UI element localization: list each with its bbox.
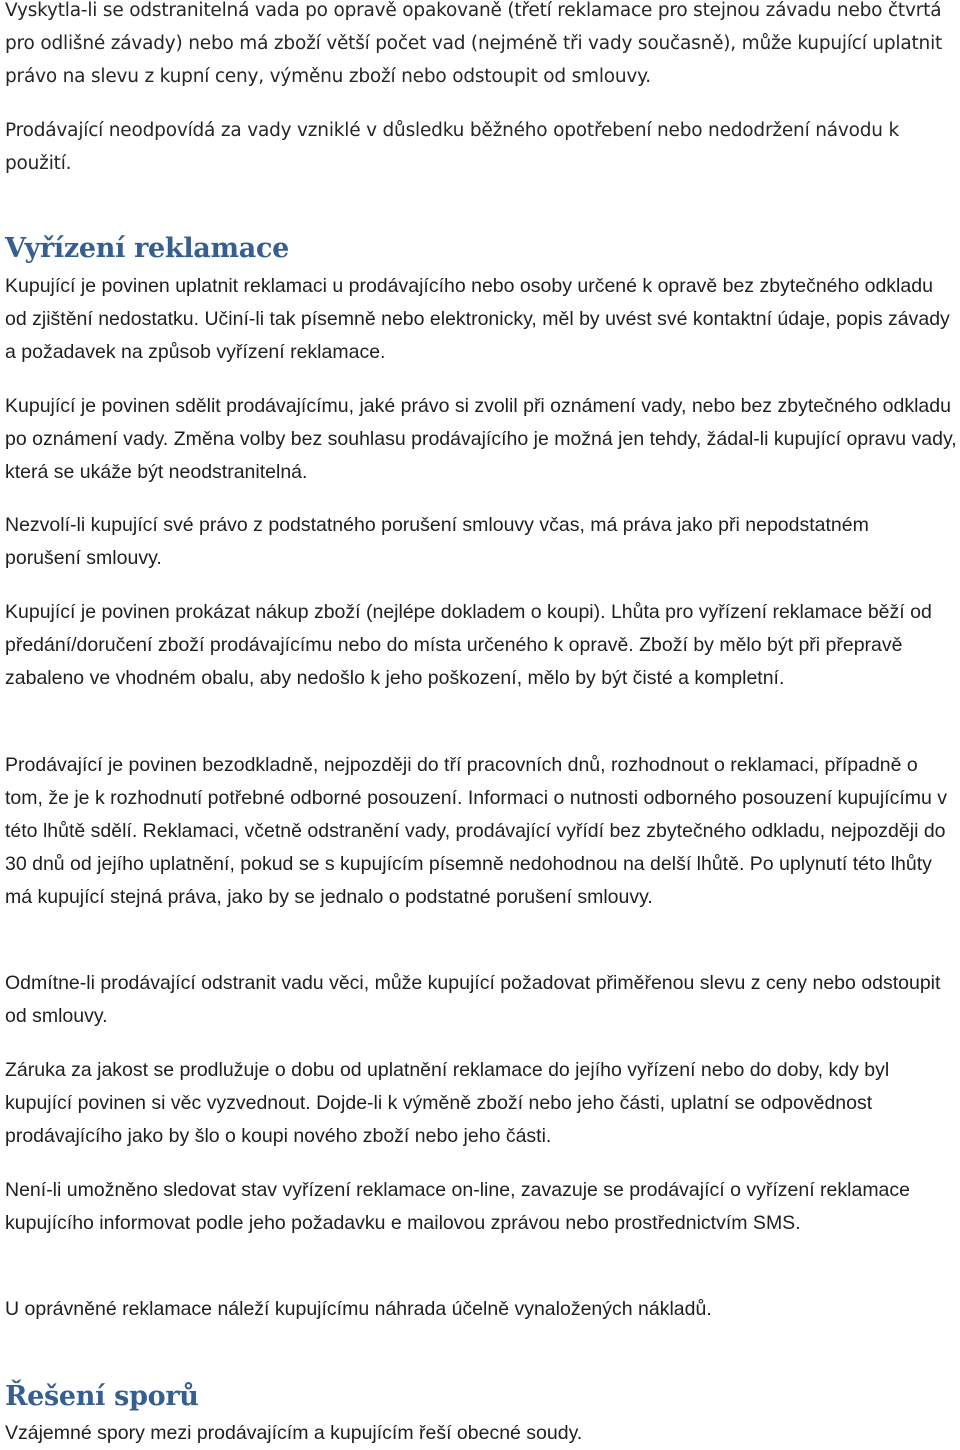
- claims-paragraph-8: Není-li umožněno sledovat stav vyřízení reklamace on-line, zavazuje se prodávající o vyřízení reklamace kupujícího informovat podle jeho požadavku e mailovou zprávou nebo prostřednictvím SMS.: [5, 1179, 910, 1234]
- section-heading-claims: Vyřízení reklamace: [5, 233, 289, 264]
- claims-paragraph-1: Kupující je povinen uplatnit reklamaci u prodávajícího nebo osoby určené k opravě bez zbytečného odkladu od zjištění nedostatku. Učiní-li tak písemně nebo elektronicky, měl by uvést své kontaktní údaje, popis závady a požadavek na způsob vyřízení reklamace.: [5, 275, 950, 363]
- claims-paragraph-5: Prodávající je povinen bezodkladně, nejpozději do tří pracovních dnů, rozhodnout o reklamaci, případně o tom, že je k rozhodnutí potřebné odborné posouzení. Informaci o nutnosti odborného posouzení kupujícímu v této lhůtě sdělí. Reklamaci, včetně odstranění vady, prodávající vyřídí bez zbytečného odkladu, nejpozději do 30 dnů od jejího uplatnění, pokud se s kupujícím písemně nedohodnou na delší lhůtě. Po uplynutí této lhůty má kupující stejná práva, jako by se jednalo o podstatné porušení smlouvy.: [5, 754, 948, 908]
- claims-paragraph-4: Kupující je povinen prokázat nákup zboží (nejlépe dokladem o koupi). Lhůta pro vyřízení reklamace běží od předání/doručení zboží prodávajícímu nebo do místa určeného k opravě. Zboží by mělo být při přepravě zabaleno ve vhodném obalu, aby nedošlo k jeho poškození, mělo by být čisté a kompletní.: [5, 601, 932, 689]
- section-heading-disputes: Řešení sporů: [5, 1381, 199, 1412]
- claims-paragraph-7: Záruka za jakost se prodlužuje o dobu od uplatnění reklamace do jejího vyřízení nebo do doby, kdy byl kupující povinen si věc vyzvednout. Dojde-li k výměně zboží nebo jeho části, uplatní se odpovědnost prodávajícího jako by šlo o koupi nového zboží nebo jeho části.: [5, 1059, 890, 1147]
- claims-paragraph-3: Nezvolí-li kupující své právo z podstatného porušení smlouvy včas, má práva jako při nepodstatném porušení smlouvy.: [5, 514, 869, 569]
- claims-paragraph-2: Kupující je povinen sdělit prodávajícímu, jaké právo si zvolil při oznámení vady, nebo bez zbytečného odkladu po oznámení vady. Změna volby bez souhlasu prodávajícího je možná jen tehdy, žádal-li kupující opravu vady, která se ukáže být neodstranitelná.: [5, 395, 957, 483]
- intro-paragraph-1: Vyskytla-li se odstranitelná vada po opravě opakovaně (třetí reklamace pro stejnou závadu nebo čtvrtá pro odlišné závady) nebo má zboží větší počet vad (nejméně tři vady současně), může kupující uplatnit právo na slevu z kupní ceny, výměnu zboží nebo odstoupit od smlouvy.: [5, 0, 943, 87]
- disputes-paragraph: Vzájemné spory mezi prodávajícím a kupujícím řeší obecné soudy.: [5, 1422, 583, 1444]
- intro-paragraph-2: Prodávající neodpovídá za vady vzniklé v důsledku běžného opotřebení nebo nedodržení návodu k použití.: [5, 120, 899, 174]
- claims-paragraph-9: U oprávněné reklamace náleží kupujícímu náhrada účelně vynaložených nákladů.: [5, 1298, 712, 1320]
- claims-paragraph-6: Odmítne-li prodávající odstranit vadu věci, může kupující požadovat přiměřenou slevu z ceny nebo odstoupit od smlouvy.: [5, 972, 941, 1027]
